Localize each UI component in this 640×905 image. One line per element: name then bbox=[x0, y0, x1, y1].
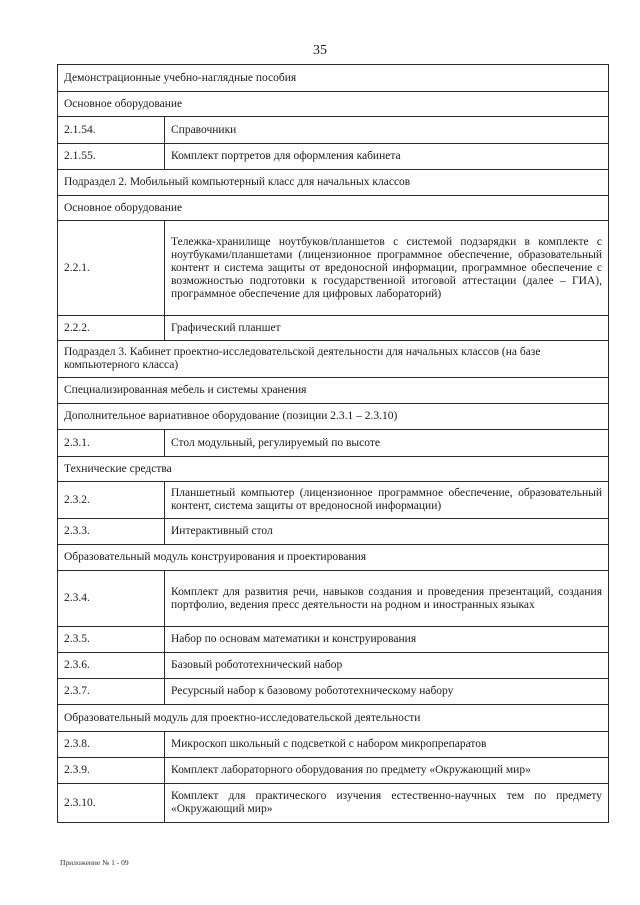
table-row bbox=[58, 653, 609, 679]
table-row bbox=[58, 117, 609, 144]
section-header-row bbox=[58, 65, 609, 92]
footer-note: Приложение № 1 - 09 bbox=[60, 858, 129, 867]
item-description: Набор по основам математики и конструирования bbox=[165, 627, 609, 653]
section-header-row bbox=[58, 196, 609, 221]
item-description: Комплект портретов для оформления кабинета bbox=[165, 144, 609, 170]
item-number: 2.3.3. bbox=[58, 519, 165, 545]
section-header: Подраздел 3. Кабинет проектно-исследовательской деятельности для начальных классов (на базе компьютерного класса) bbox=[58, 341, 609, 378]
section-header: Дополнительное вариативное оборудование (позиции 2.3.1 – 2.3.10) bbox=[58, 404, 609, 430]
item-description: Комплект для развития речи, навыков создания и проведения презентаций, создания портфолио, ведения пресс деятельности на родном и иностранных языках bbox=[165, 571, 609, 627]
item-number: 2.2.2. bbox=[58, 316, 165, 341]
section-header: Демонстрационные учебно-наглядные пособия bbox=[58, 65, 609, 92]
equipment-table bbox=[57, 64, 609, 823]
table-row bbox=[58, 430, 609, 457]
section-header-row bbox=[58, 705, 609, 732]
item-description: Графический планшет bbox=[165, 316, 609, 341]
equipment-table-body bbox=[58, 65, 609, 823]
item-number: 2.3.5. bbox=[58, 627, 165, 653]
table-row bbox=[58, 144, 609, 170]
item-description: Тележка-хранилище ноутбуков/планшетов с системой подзарядки в комплекте с ноутбуками/планшетами (лицензионное программное обеспечение, образовательный контент и система защиты от вредоносной информации, программное обеспечение с возможностью подготовки к государственной итоговой аттестации (далее – ГИА), программное обеспечение для цифровых лабораторий) bbox=[165, 221, 609, 316]
item-number: 2.3.6. bbox=[58, 653, 165, 679]
section-header-row bbox=[58, 341, 609, 378]
section-header: Специализированная мебель и системы хранения bbox=[58, 378, 609, 404]
item-description: Микроскоп школьный с подсветкой с набором микропрепаратов bbox=[165, 732, 609, 758]
item-description: Планшетный компьютер (лицензионное программное обеспечение, образовательный контент, система защиты от вредоносной информации) bbox=[165, 482, 609, 519]
item-number: 2.3.9. bbox=[58, 758, 165, 784]
item-description: Интерактивный стол bbox=[165, 519, 609, 545]
section-header-row bbox=[58, 170, 609, 196]
section-header-row bbox=[58, 92, 609, 117]
section-header: Основное оборудование bbox=[58, 92, 609, 117]
section-header: Основное оборудование bbox=[58, 196, 609, 221]
item-number: 2.3.7. bbox=[58, 679, 165, 705]
item-number: 2.3.10. bbox=[58, 784, 165, 823]
item-number: 2.3.2. bbox=[58, 482, 165, 519]
table-row bbox=[58, 758, 609, 784]
table-row bbox=[58, 221, 609, 316]
item-description: Базовый робототехнический набор bbox=[165, 653, 609, 679]
item-number: 2.1.54. bbox=[58, 117, 165, 144]
page-number: 35 bbox=[313, 43, 327, 58]
section-header: Технические средства bbox=[58, 457, 609, 482]
item-number: 2.1.55. bbox=[58, 144, 165, 170]
table-row bbox=[58, 316, 609, 341]
item-description: Стол модульный, регулируемый по высоте bbox=[165, 430, 609, 457]
section-header: Подраздел 2. Мобильный компьютерный класс для начальных классов bbox=[58, 170, 609, 196]
table-row bbox=[58, 784, 609, 823]
item-number: 2.3.4. bbox=[58, 571, 165, 627]
table-row bbox=[58, 482, 609, 519]
table-row bbox=[58, 571, 609, 627]
item-description: Комплект лабораторного оборудования по предмету «Окружающий мир» bbox=[165, 758, 609, 784]
table-row bbox=[58, 732, 609, 758]
item-description: Ресурсный набор к базовому робототехническому набору bbox=[165, 679, 609, 705]
item-description: Комплект для практического изучения естественно-научных тем по предмету «Окружающий мир» bbox=[165, 784, 609, 823]
item-description: Справочники bbox=[165, 117, 609, 144]
section-header-row bbox=[58, 457, 609, 482]
item-number: 2.2.1. bbox=[58, 221, 165, 316]
item-number: 2.3.1. bbox=[58, 430, 165, 457]
section-header-row bbox=[58, 404, 609, 430]
section-header: Образовательный модуль конструирования и проектирования bbox=[58, 545, 609, 571]
table-row bbox=[58, 627, 609, 653]
section-header-row bbox=[58, 378, 609, 404]
section-header-row bbox=[58, 545, 609, 571]
section-header: Образовательный модуль для проектно-исследовательской деятельности bbox=[58, 705, 609, 732]
table-row bbox=[58, 679, 609, 705]
item-number: 2.3.8. bbox=[58, 732, 165, 758]
table-row bbox=[58, 519, 609, 545]
